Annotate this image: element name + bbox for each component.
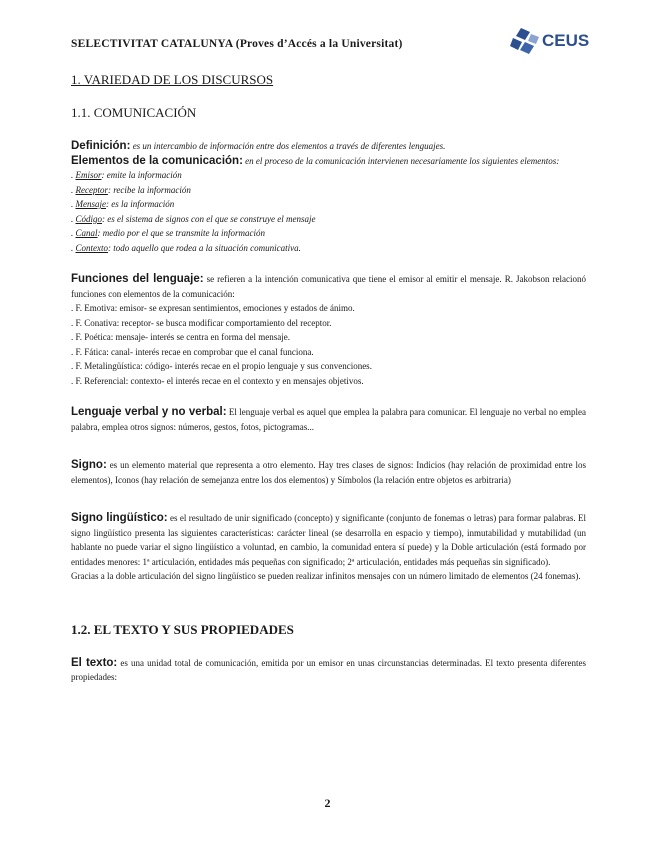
funciones-text: se refieren a la intención comunicativa que tiene el emisor al emitir el mensaje. R. Jakobson relacionó funciones con elementos de la comunicación: (71, 274, 587, 299)
subsection-title: 1.1. COMUNICACIÓN (71, 105, 197, 120)
doble-articulacion-paragraph: Gracias a la doble articulación del signo lingüístico se pueden realizar infinitos mensajes con un número limitado de elementos (24 fonemas). (71, 571, 581, 581)
elementos-paragraph: Elementos de la comunicación: en el proceso de la comunicación intervienen necesariamente los siguientes elementos: (71, 154, 560, 167)
list-item: . F. Referencial: contexto- el interés recae en el contexto y en mensajes objetivos. (71, 375, 364, 386)
texto-term: El texto: (71, 656, 118, 669)
ceus-logo (510, 26, 594, 58)
definicion-paragraph: Definición: es un intercambio de información entre dos elementos a través de diferentes lenguajes. (71, 140, 446, 152)
funciones-paragraph: Funciones del lenguaje: se refieren a la intención comunicativa que tiene el emisor al emitir el mensaje. R. Jakobson relacionó funciones con elementos de la comunicación: (71, 273, 587, 299)
subsection-title-texto: 1.2. EL TEXTO Y SUS PROPIEDADES (71, 621, 294, 637)
funciones-list (71, 301, 586, 388)
logo-text: CEUS (542, 31, 590, 50)
texto-text: es una unidad total de comunicación, emitida por un emisor en unas circunstancias determinadas. El texto presenta diferentes propiedades: (71, 657, 586, 682)
lenguaje-text: El lenguaje verbal es aquel que emplea la palabra para comunicar. El lenguaje no verbal no emplea palabra, emplea otros signos: números, gestos, fotos, pictogramas... (71, 407, 587, 432)
list-item: . Mensaje: es la información (71, 199, 175, 209)
elementos-list (71, 168, 586, 255)
header-title: SELECTIVITAT CATALUNYA (Proves d’Accés a la Universitat) (71, 38, 403, 50)
elementos-text: en el proceso de la comunicación intervienen necesariamente los siguientes elementos: (245, 155, 560, 166)
definicion-text: es un intercambio de información entre dos elementos a través de diferentes lenguajes. (132, 141, 446, 151)
list-item: . F. Poética: mensaje- interés se centra en forma del mensaje. (71, 332, 290, 342)
definicion-term: Definición (71, 140, 127, 152)
page-number: 2 (324, 796, 331, 810)
signo-linguistico-text: es el resultado de unir significado (concepto) y significante (conjunto de fonemas o letras) para formar palabras. El signo lingüístico presenta las siguientes características: carácter lineal (se desarrolla en espacio y tiempo), inmutabilidad y mutabilidad (un hablante no puede variar el signo lingüístico a voluntad, en cambio, la comunidad entera sí puede) y la Doble articulación (está formado por entidades menores: 1ª articulación, entidades más pequeñas con significado; 2ª articulación, entidades más pequeñas sin significado). (71, 513, 586, 567)
list-item: . F. Emotiva: emisor- se expresan sentimientos, emociones y estados de ánimo. (71, 303, 355, 313)
list-item: . F. Fática: canal- interés recae en comprobar que el canal funciona. (71, 346, 314, 357)
list-item: . Receptor: recibe la información (71, 184, 191, 195)
list-item: . Contexto: todo aquello que rodea a la situación comunicativa. (71, 242, 301, 253)
signo-paragraph: Signo: es un elemento material que representa a otro elemento. Hay tres clases de signos: Indicios (hay relación de proximidad entre los elementos), Iconos (hay relación de semejanza entre los dos elementos) y Símbolos (la relación entre objetos es arbitraria) (71, 459, 586, 485)
list-item: . Código: es el sistema de signos con el que se construye el mensaje (71, 213, 316, 224)
ceus-logo-icon (510, 26, 540, 58)
texto-paragraph (71, 656, 586, 685)
list-item: . Emisor: emite la información (71, 170, 182, 180)
signo-term: Signo (71, 459, 103, 471)
funciones-term: Funciones del lenguaje (71, 273, 200, 285)
lenguaje-term: Lenguaje verbal y no verbal (71, 406, 223, 418)
document-body (71, 72, 586, 685)
signo-linguistico-paragraph: Signo lingüístico: es el resultado de unir significado (concepto) y significante (conjunto de fonemas o letras) para formar palabras. El signo lingüístico presenta las siguientes características: carácter lineal (se desarrolla en espacio y tiempo), inmutabilidad y mutabilidad (un hablante no puede variar el signo lingüístico a voluntad, en cambio, la comunidad entera sí puede) y la Doble articulación (está formado por entidades menores: 1ª articulación, entidades más pequeñas con significado; 2ª articulación, entidades más pequeñas sin significado). (71, 512, 586, 567)
list-item: . F. Metalingüística: código- interés recae en el propio lenguaje y sus convenciones. (71, 361, 372, 371)
signo-linguistico-term: Signo lingüístico (71, 512, 164, 524)
list-item: . F. Conativa: receptor- se busca modificar comportamiento del receptor. (71, 317, 332, 328)
elementos-term: Elementos de la comunicación (71, 154, 240, 167)
list-item: . Canal: medio por el que se transmite la información (71, 228, 265, 238)
signo-text: es un elemento material que representa a otro elemento. Hay tres clases de signos: Indicios (hay relación de proximidad entre los elementos), Iconos (hay relación de semejanza entre los dos elementos) y Símbolos (la relación entre objetos es arbitraria) (71, 460, 586, 485)
lenguaje-paragraph: Lenguaje verbal y no verbal: El lenguaje verbal es aquel que emplea la palabra para comunicar. El lenguaje no verbal no emplea palabra, emplea otros signos: números, gestos, fotos, pictogramas... (71, 406, 587, 432)
section-title: 1. VARIEDAD DE LOS DISCURSOS (71, 72, 274, 87)
